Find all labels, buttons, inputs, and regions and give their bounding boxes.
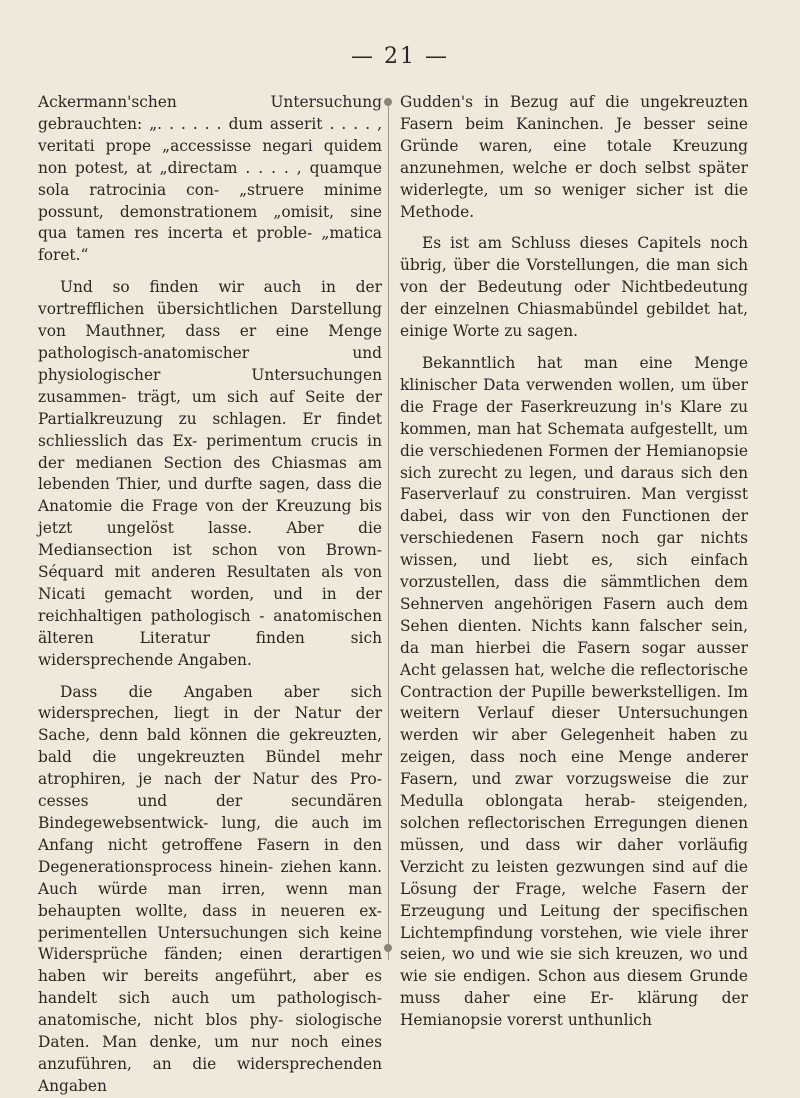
left-column [38,92,382,1098]
paragraph: Bekanntlich hat man eine Menge klinischer Data verwenden wollen, um über die Frage der Faserkreuzung in's Klare zu kommen, man hat Schemata aufgestellt, um die verschiedenen Formen der Hemianopsie sich zurecht zu legen, und daraus sich den Faserverlauf zu construiren. Man vergisst dabei, dass wir von den Functionen der verschiedenen Fasern noch gar nichts wissen, und liebt es, sich einfach vorzustellen, dass die sämmtlichen dem Sehnerven angehörigen Fasern auch dem Sehen dienten. Nichts kann falscher sein, da man hierbei die Fasern sogar ausser Acht gelassen hat, welche die reflectorische Contraction der Pupille bewerkstelligen. Im weitern Verlauf dieser Untersuchungen werden wir aber Gelegenheit haben zu zeigen, dass noch eine Menge anderer Fasern, und zwar vorzugsweise die zur Medulla oblongata herab- steigenden, solchen reflectorischen Erregungen dienen müssen, und dass wir daher vorläufig Verzicht zu leisten gezwungen sind auf die Lösung der Frage, welche Fasern der Erzeugung und Leitung der specifischen Lichtempfindung vorstehen, wie viele ihrer seien, wo und wie sie sich kreuzen, wo und wie sie endigen. Schon aus diesem Grunde muss daher eine Er- klärung der Hemianopsie vorerst unthunlich [400,353,748,1030]
binding-mark-top [384,98,392,106]
paragraph: Dass die Angaben aber sich widersprechen, liegt in der Natur der Sache, denn bald können die gekreuzten, bald die ungekreuzten Bündel mehr atrophiren, je nach der Natur des Pro- cesses und der secundären Bindegewebsentwick- lung, die auch im Anfang nicht getroffene Fasern in den Degenerationsprocess hinein- ziehen kann. Auch würde man irren, wenn man behaupten wollte, dass in neueren ex- perimentellen Untersuchungen sich keine Widersprüche fänden; einen derartigen haben wir bereits angeführt, aber es handelt sich auch um pathologisch-anatomische, nicht blos phy- siologische Daten. Man denke, um nur noch eines anzuführen, an die widersprechenden Angaben [38,682,382,1095]
page-number: — 21 — [351,44,449,69]
paragraph: Gudden's in Bezug auf die ungekreuzten Fasern beim Kaninchen. Je besser seine Gründe waren, eine totale Kreuzung anzunehmen, welche er doch selbst später widerlegte, um so weniger sicher ist die Methode. [400,93,748,221]
right-column [400,92,748,1032]
paragraph: Und so finden wir auch in der vortrefflichen übersichtlichen Darstellung von Mauthner, dass er eine Menge pathologisch-anatomischer und physiologischer Untersuchungen zusammen- trägt, um sich auf Seite der Partialkreuzung zu schlagen. Er findet schliesslich das Ex- perimentum crucis in der medianen Section des Chiasmas am lebenden Thier, und durfte sagen, dass die Anatomie die Frage von der Kreuzung bis jetzt ungelöst lasse. Aber die Mediansection ist schon von Brown-Séquard mit anderen Resultaten als von Nicati gemacht worden, und in der reichhaltigen pathologisch - anatomischen älteren Literatur finden sich widersprechende Angaben. [38,278,382,669]
gutter-rule [388,100,389,960]
paragraph: Ackermann'schen Untersuchung gebrauchten: „. . . . . . dum asserit . . . . , veritati prope „accessisse negari quidem non potest, at „directam . . . . , quamque sola ratrocinia con- „struere minime possunt, demonstrationem „omisit, sine qua tamen res incerta et proble- „matica foret.“ [38,93,382,265]
binding-mark-bottom [384,944,392,952]
paragraph: Es ist am Schluss dieses Capitels noch übrig, über die Vorstellungen, die man sich von der Bedeutung oder Nichtbedeutung der einzelnen Chiasmabündel gebildet hat, einige Worte zu sagen. [400,234,748,341]
